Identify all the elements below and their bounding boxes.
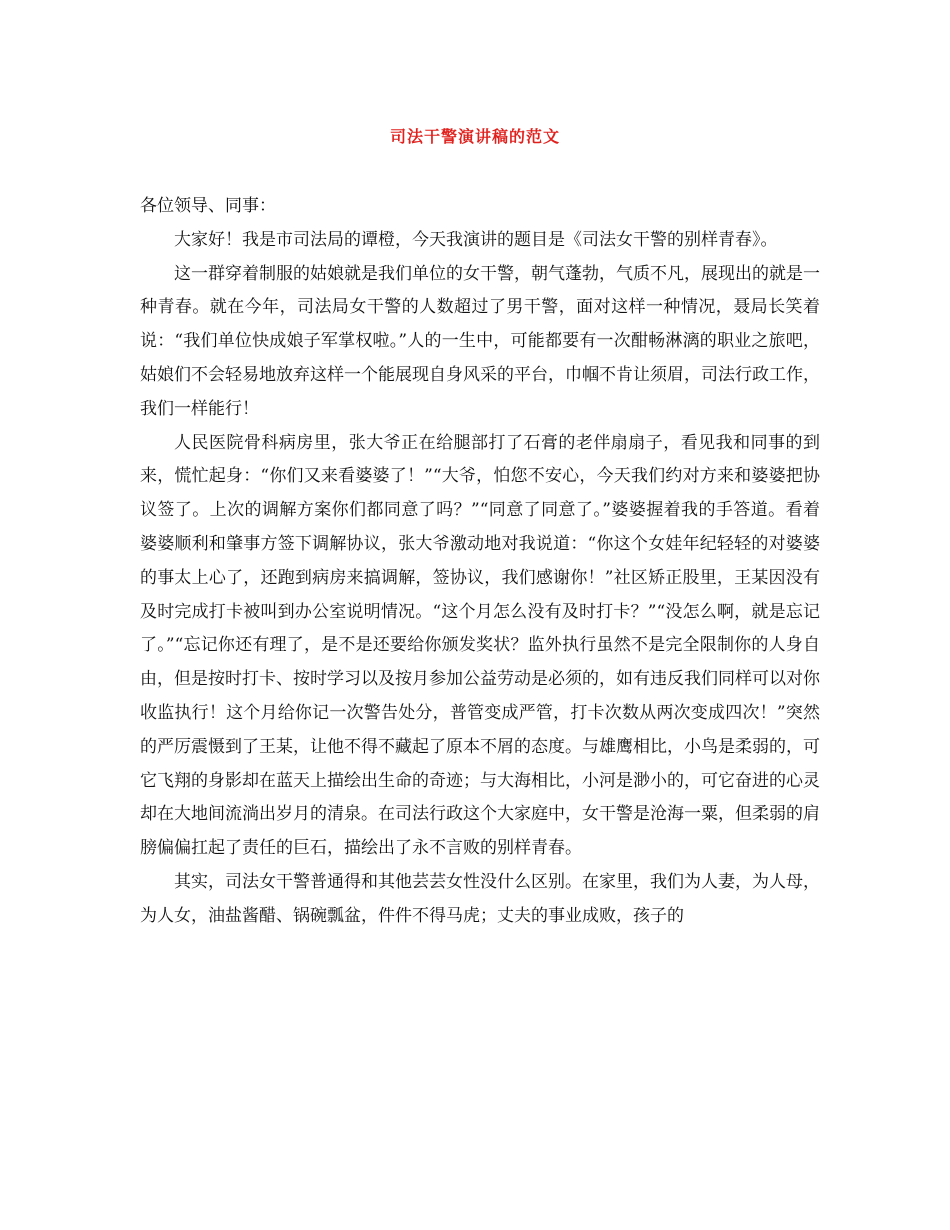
- body-paragraph: 这一群穿着制服的姑娘就是我们单位的女干警，朝气蓬勃，气质不凡，展现出的就是一种青春。就在今年，司法局女干警的人数超过了男干警，面对这样一种情况，聂局长笑着说：“我们单位快成娘子军掌权啦。”人的一生中，可能都要有一次酣畅淋漓的职业之旅吧，姑娘们不会轻易地放弃这样一个能展现自身风采的平台，巾帼不肯让须眉，司法行政工作，我们一样能行！: [140, 263, 820, 419]
- document-body: [140, 190, 820, 934]
- salutation-paragraph: 各位领导、同事：: [140, 196, 276, 216]
- document-title: 司法干警演讲稿的范文: [389, 127, 560, 146]
- body-paragraph: 人民医院骨科病房里，张大爷正在给腿部打了石膏的老伴扇扇子，看见我和同事的到来，慌忙起身：“你们又来看婆婆了！”“大爷，怕您不安心，今天我们约对方来和婆婆把协议签了。上次的调解方案你们都同意了吗？”“同意了同意了。”婆婆握着我的手答道。看着婆婆顺利和肇事方签下调解协议，张大爷激动地对我说道：“你这个女娃年纪轻轻的对婆婆的事太上心了，还跑到病房来搞调解，签协议，我们感谢你！”社区矫正股里，王某因没有及时完成打卡被叫到办公室说明情况。“这个月怎么没有及时打卡？”“没怎么啊，就是忘记了。”“忘记你还有理了，是不是还要给你颁发奖状？监外执行虽然不是完全限制你的人身自由，但是按时打卡、按时学习以及按月参加公益劳动是必须的，如有违反我们同样可以对你收监执行！这个月给你记一次警告处分，普管变成严管，打卡次数从两次变成四次！”突然的严厉震慑到了王某，让他不得不藏起了原本不屑的态度。与雄鹰相比，小鸟是柔弱的，可它飞翔的身影却在蓝天上描绘出生命的奇迹；与大海相比，小河是渺小的，可它奋进的心灵却在大地间流淌出岁月的清泉。在司法行政这个大家庭中，女干警是沧海一粟，但柔弱的肩膀偏偏扛起了责任的巨石，描绘出了永不言败的别样青春。: [140, 432, 820, 859]
- body-paragraph: 大家好！我是市司法局的谭橙，今天我演讲的题目是《司法女干警的别样青春》。: [174, 229, 778, 250]
- body-paragraph: 其实，司法女干警普通得和其他芸芸女性没什么区别。在家里，我们为人妻，为人母，为人女，油盐酱醋、锅碗瓢盆，件件不得马虎；丈夫的事业成败，孩子的: [140, 871, 820, 926]
